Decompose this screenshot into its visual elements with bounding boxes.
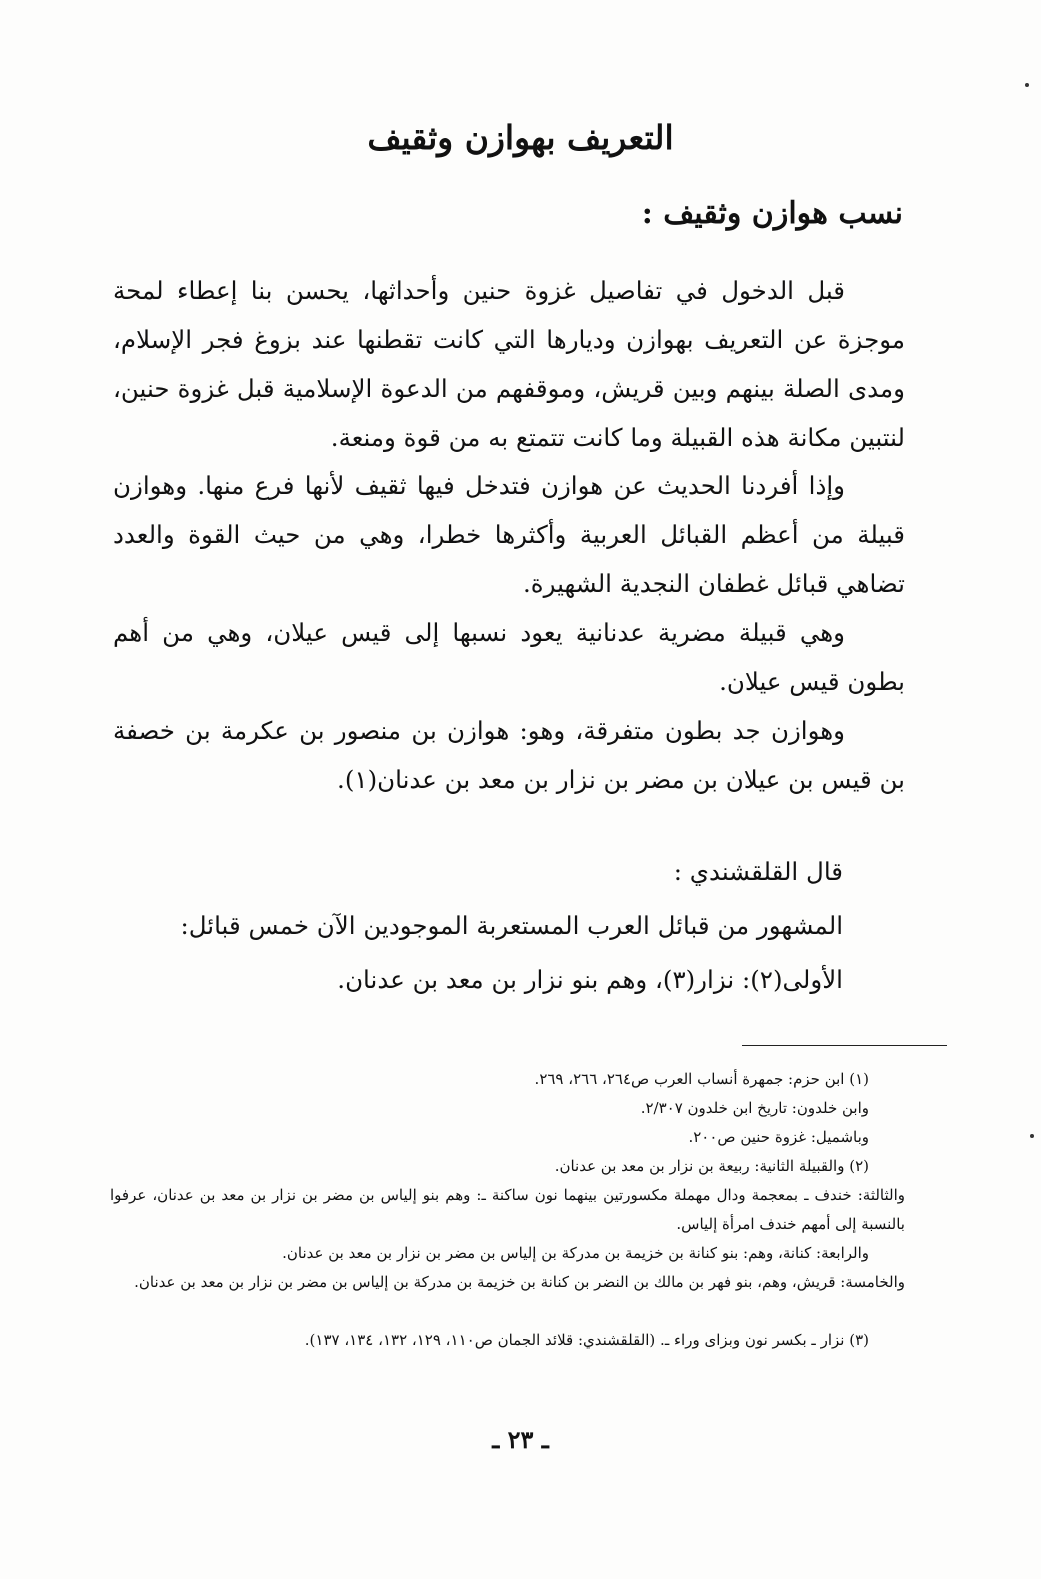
paragraph-2	[113, 461, 905, 608]
paragraph-1	[113, 266, 905, 462]
footnote-2-line-4: والخامسة: قريش، وهم، بنو فهر بن مالك بن النضر بن كنانة بن خزيمة بن مدركة بن إلياس بن مضر بن نزار بن معد بن عدنان.	[134, 1273, 905, 1291]
footnote-2-line-3: والرابعة: كنانة، وهم: بنو كنانة بن خزيمة بن مدركة بن إلياس بن مضر بن نزار بن معد بن عدنان.	[282, 1244, 869, 1262]
paragraph-4-text: وهوازن جد بطون متفرقة، وهو: هوازن بن منصور بن عكرمة بن خصفة بن قيس بن عيلان بن مضر بن نزار بن معد بن عدنان(١).	[113, 716, 905, 794]
footnote-divider	[742, 1045, 947, 1046]
quote-line-1: المشهور من قبائل العرب المستعربة الموجودين الآن خمس قبائل:	[180, 911, 843, 940]
quote-intro: قال القلقشندي :	[673, 857, 843, 886]
quote-line-2: الأولى(٢): نزار(٣)، وهم بنو نزار بن معد بن عدنان.	[337, 965, 843, 994]
paragraph-3-text: وهي قبيلة مضرية عدنانية يعود نسبها إلى قيس عيلان، وهي من أهم بطون قيس عيلان.	[113, 618, 905, 696]
footnote-3: (٣) نزار ـ بكسر نون وبزاى وراء ـ. (القلقشندي: قلائد الجمان ص١١٠، ١٢٩، ١٣٢، ١٣٤، ١٣٧).	[304, 1331, 869, 1349]
section-heading: نسب هوازن وثقيف :	[641, 196, 903, 231]
page-title: التعريف بهوازن وثقيف	[367, 118, 674, 157]
page-number: ـ ٢٣ ـ	[492, 1425, 549, 1454]
paragraph-2-text: وإذا أفردنا الحديث عن هوازن فتدخل فيها ثقيف لأنها فرع منها. وهوازن قبيلة من أعظم القبائل العربية وأكثرها خطرا، وهي من حيث القوة والعدد تضاهي قبائل غطفان النجدية الشهيرة.	[113, 471, 905, 598]
footnote-1-line-2: وابن خلدون: تاريخ ابن خلدون ٢/٣٠٧.	[640, 1099, 869, 1117]
paragraph-3	[113, 608, 905, 706]
scan-speck	[1030, 1134, 1034, 1138]
footnote-2: (٢) والقبيلة الثانية: ربيعة بن نزار بن معد بن عدنان.	[554, 1157, 869, 1175]
footnote-1: (١) ابن حزم: جمهرة أنساب العرب ص٢٦٤، ٢٦٦، ٢٦٩.	[534, 1070, 869, 1088]
paragraph-4	[113, 706, 905, 804]
footnote-1-line-3: وباشميل: غزوة حنين ص٢٠٠.	[688, 1128, 869, 1146]
footnote-2-line-2: والثالثة: خندف ـ بمعجمة ودال مهملة مكسورتين بينهما نون ساكنة ـ: وهم بنو إلياس بن مضر بن نزار بن معد بن عدنان، عرفوا بالنسبة إلى أمهم خندف امرأة إلياس.	[110, 1186, 905, 1233]
scan-speck	[1025, 83, 1029, 87]
paragraph-1-text: قبل الدخول في تفاصيل غزوة حنين وأحداثها، يحسن بنا إعطاء لمحة موجزة عن التعريف بهوازن وديارها التي كانت تقطنها عند بزوغ فجر الإسلام، ومدى الصلة بينهم وبين قريش، وموقفهم من الدعوة الإسلامية قبل غزوة حنين، لنتبين مكانة هذه القبيلة وما كانت تتمتع به من قوة ومنعة.	[113, 276, 905, 452]
